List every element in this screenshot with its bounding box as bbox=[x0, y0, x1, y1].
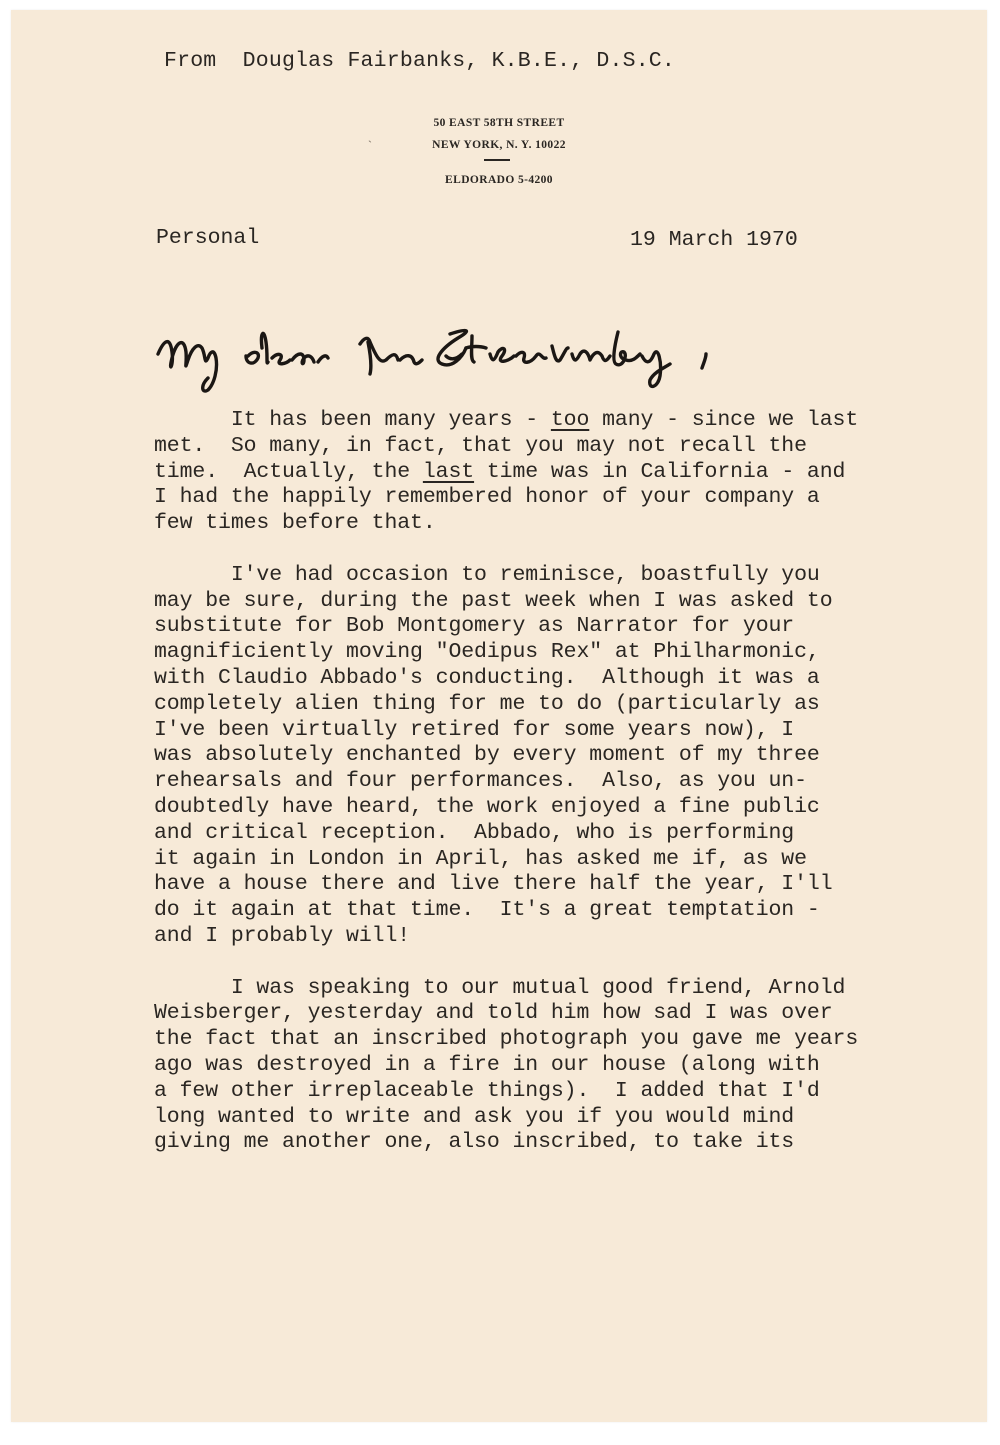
typed-line bbox=[154, 666, 914, 692]
line-text: may be sure, during the past week when I was asked to bbox=[154, 588, 833, 613]
underlined-word: too bbox=[550, 408, 590, 432]
typed-line bbox=[154, 460, 914, 486]
line-text: do it again at that time. It's a great temptation - bbox=[154, 898, 820, 923]
typed-line bbox=[154, 1079, 914, 1105]
line-text: was absolutely enchanted by every moment of my three bbox=[154, 743, 820, 768]
line-text: it again in London in April, has asked me if, as we bbox=[154, 846, 807, 871]
line-text: I had the happily remembered honor of your company a bbox=[154, 485, 820, 510]
typed-line bbox=[154, 1105, 914, 1131]
letterhead-street: 50 EAST 58TH STREET bbox=[433, 117, 565, 129]
line-text: I've been virtually retired for some years now), I bbox=[154, 717, 795, 742]
line-text: met. So many, in fact, that you may not recall the bbox=[154, 433, 807, 458]
typed-line bbox=[154, 511, 914, 537]
line-text: long wanted to write and ask you if you would mind bbox=[154, 1104, 795, 1129]
line-text: magnificiently moving "Oedipus Rex" at Philharmonic, bbox=[154, 640, 820, 665]
letterhead-city: NEW YORK, N. Y. 10022 bbox=[432, 139, 566, 151]
sender-line bbox=[164, 49, 675, 73]
line-text: the fact that an inscribed photograph you gave me years bbox=[154, 1027, 859, 1052]
letterhead-divider bbox=[484, 159, 510, 161]
letter-body bbox=[154, 408, 914, 1182]
stray-mark: ` bbox=[368, 138, 372, 152]
typed-line bbox=[154, 408, 914, 434]
typed-line bbox=[154, 1001, 914, 1027]
typed-line bbox=[154, 769, 914, 795]
line-text: completely alien thing for me to do (particularly as bbox=[154, 691, 820, 716]
line-text: and critical reception. Abbado, who is performing bbox=[154, 820, 795, 845]
typed-line bbox=[154, 1027, 914, 1053]
line-text: a few other irreplaceable things). I added that I'd bbox=[154, 1078, 820, 1103]
typed-line bbox=[154, 976, 914, 1002]
typed-line bbox=[154, 692, 914, 718]
line-text: I've had occasion to reminisce, boastfully you bbox=[154, 562, 820, 587]
line-text: substitute for Bob Montgomery as Narrator for your bbox=[154, 614, 795, 639]
handwritten-salutation bbox=[150, 318, 750, 398]
line-text: Weisberger, yesterday and told him how sad I was over bbox=[154, 1001, 833, 1026]
typed-line bbox=[154, 847, 914, 873]
typed-line bbox=[154, 1053, 914, 1079]
typed-line bbox=[154, 795, 914, 821]
body-paragraph bbox=[154, 408, 914, 537]
typed-line bbox=[154, 872, 914, 898]
letterhead-phone: ELDORADO 5-4200 bbox=[445, 174, 553, 186]
line-text: time was in California - and bbox=[474, 459, 846, 484]
typed-line bbox=[154, 434, 914, 460]
from-label: From bbox=[164, 49, 217, 73]
line-text: It has been many years - bbox=[154, 408, 551, 432]
typed-line bbox=[154, 485, 914, 511]
body-paragraph bbox=[154, 563, 914, 950]
letter-date: 19 March 1970 bbox=[630, 228, 798, 252]
line-text: many - since we last bbox=[589, 408, 859, 432]
typed-line bbox=[154, 924, 914, 950]
line-text: ago was destroyed in a fire in our house (along with bbox=[154, 1052, 820, 1077]
line-text: with Claudio Abbado's conducting. Although it was a bbox=[154, 665, 820, 690]
underlined-word: last bbox=[422, 459, 475, 484]
typed-line bbox=[154, 743, 914, 769]
line-text: and I probably will! bbox=[154, 923, 411, 948]
line-text: have a house there and live there half the year, I'll bbox=[154, 872, 833, 897]
typed-line bbox=[154, 898, 914, 924]
typed-line bbox=[154, 821, 914, 847]
personal-marking: Personal bbox=[156, 226, 260, 250]
body-paragraph bbox=[154, 976, 914, 1157]
sender-name: Douglas Fairbanks, K.B.E., D.S.C. bbox=[242, 49, 676, 73]
typed-line bbox=[154, 589, 914, 615]
line-text: few times before that. bbox=[154, 511, 436, 536]
line-text: I was speaking to our mutual good friend, Arnold bbox=[154, 975, 846, 1000]
typed-line bbox=[154, 640, 914, 666]
line-text: doubtedly have heard, the work enjoyed a fine public bbox=[154, 794, 820, 819]
typed-line bbox=[154, 563, 914, 589]
typed-line bbox=[154, 614, 914, 640]
typed-line bbox=[154, 1130, 914, 1156]
line-text: time. Actually, the bbox=[154, 459, 423, 484]
line-text: rehearsals and four performances. Also, as you un- bbox=[154, 769, 807, 794]
line-text: giving me another one, also inscribed, to take its bbox=[154, 1130, 795, 1155]
typed-line bbox=[154, 718, 914, 744]
